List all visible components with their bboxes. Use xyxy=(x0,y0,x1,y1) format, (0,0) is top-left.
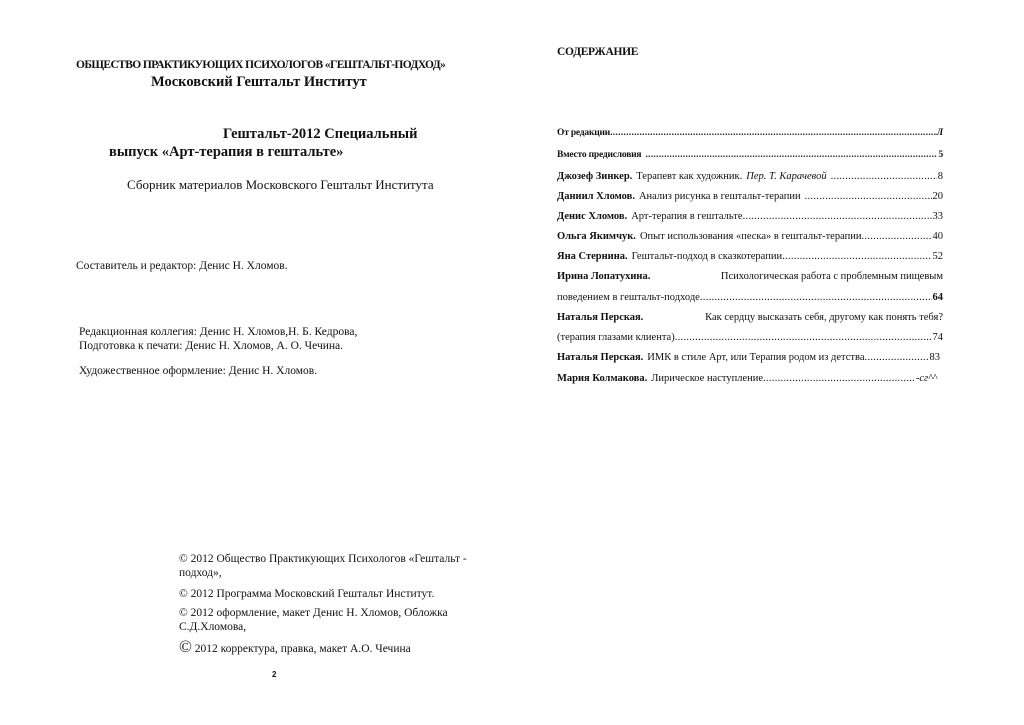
copyright-1-text-cont: подход», xyxy=(179,567,222,579)
toc-entry-page: 83 xyxy=(929,352,940,363)
toc-leader-dots xyxy=(763,372,915,385)
toc-entry-author: От редакции xyxy=(557,128,611,138)
toc-leader-dots xyxy=(831,170,937,183)
toc-entry-author: Ирина Лопатухина. xyxy=(557,271,651,282)
toc-entry-cont[interactable] xyxy=(557,291,943,304)
copyright-line-3 xyxy=(179,606,448,634)
toc-entry-author: Джозеф Зинкер. xyxy=(557,171,633,182)
toc-heading: СОДЕРЖАНИЕ xyxy=(557,46,639,58)
toc-entry-author: Даниил Хломов. xyxy=(557,191,635,202)
toc-entry-author: Яна Стернина. xyxy=(557,251,628,262)
copyright-1-text: © 2012 Общество Практикующих Психологов «Гештальт - xyxy=(179,553,467,565)
art-design-credit: Художественное оформление: Денис Н. Хломов. xyxy=(79,365,318,377)
editorial-board-credit: Редакционная коллегия: Денис Н. Хломов,Н. Б. Кедрова, xyxy=(79,326,358,338)
toc-entry-translator: Пер. Т. Карачевой xyxy=(746,171,827,182)
toc-entry-author: Мария Колмакова. xyxy=(557,373,648,384)
compiler-credit: Составитель и редактор: Денис Н. Хломов. xyxy=(76,260,288,272)
toc-leader-dots xyxy=(743,210,932,223)
toc-entry-page: -сг^^ xyxy=(915,373,937,384)
organization-name: ОБЩЕСТВО ПРАКТИКУЮЩИХ ПСИХОЛОГОВ «ГЕШТАЛЬТ-ПОДХОД» xyxy=(76,59,446,71)
toc-entry-author: Денис Хломов. xyxy=(557,211,628,222)
toc-entry[interactable] xyxy=(557,351,940,364)
toc-entry-page: Л xyxy=(936,128,943,138)
toc-leader-dots xyxy=(645,149,937,162)
toc-entry-title: Гештальт-подход в сказкотерапии xyxy=(631,251,783,262)
toc-entry-author: Наталья Перская. xyxy=(557,312,644,323)
toc-entry[interactable] xyxy=(557,127,943,140)
toc-leader-dots xyxy=(782,250,931,263)
copyright-3-text-cont: С.Д.Хломова, xyxy=(179,621,247,633)
toc-entry-cont[interactable] xyxy=(557,331,943,344)
toc-leader-dots xyxy=(700,291,932,304)
toc-leader-dots xyxy=(675,331,932,344)
copyright-4-text: 2012 корректура, правка, макет А.О. Чечина xyxy=(194,643,411,655)
toc-entry-title: Как сердцу высказать себя, другому как понять тебя? xyxy=(705,312,943,323)
toc-leader-dots xyxy=(805,190,932,203)
toc-entry-page: 8 xyxy=(937,171,943,182)
copyright-line-2: © 2012 Программа Московский Гештальт Институт. xyxy=(179,588,435,600)
copyright-3-text: © 2012 оформление, макет Денис Н. Хломов, Обложка xyxy=(179,607,448,619)
toc-entry-title-cont: (терапия глазами клиента) xyxy=(557,332,675,343)
toc-entry-title: Опыт использования «песка» в гештальт-терапии xyxy=(639,231,862,242)
institute-name: Московский Гештальт Институт xyxy=(151,74,367,90)
publication-title-line1: Гештальт-2012 Специальный xyxy=(223,126,418,142)
toc-entry[interactable] xyxy=(557,149,943,162)
toc-entry-page: 52 xyxy=(932,251,943,262)
copyright-symbol: © xyxy=(179,637,192,656)
toc-leader-dots xyxy=(861,230,931,243)
copyright-line-4 xyxy=(179,637,411,656)
toc-entry-title: Психологическая работа с проблемным пищевым xyxy=(720,271,943,282)
toc-entry-title: ИМК в стиле Арт, или Терапия родом из детства xyxy=(647,352,865,363)
toc-entry-page: 20 xyxy=(932,191,943,202)
toc-entry-title: Арт-терапия в гештальте xyxy=(631,211,743,222)
toc-entry[interactable] xyxy=(557,311,943,324)
toc-entry-page: 33 xyxy=(932,211,943,222)
toc-entry-page: 40 xyxy=(932,231,943,242)
prepress-credit: Подготовка к печати: Денис Н. Хломов, А. О. Чечина. xyxy=(79,340,344,352)
toc-entry[interactable] xyxy=(557,170,943,183)
page-number: 2 xyxy=(272,670,277,679)
toc-entry-author: Наталья Перская. xyxy=(557,352,644,363)
toc-entry[interactable] xyxy=(557,210,943,223)
toc-entry[interactable] xyxy=(557,230,943,243)
toc-entry-page: 74 xyxy=(932,332,943,343)
toc-entry[interactable] xyxy=(557,270,943,283)
toc-leader-dots xyxy=(610,127,936,140)
publication-subtitle: Сборник материалов Московского Гештальт Института xyxy=(127,177,434,192)
toc-entry-author: Вместо предисловия xyxy=(557,150,642,160)
copyright-line-1 xyxy=(179,552,467,580)
toc-leader-dots xyxy=(865,351,929,364)
publication-title-line2: выпуск «Арт-терапия в гештальте» xyxy=(109,144,344,160)
toc-entry-title: Анализ рисунка в гештальт-терапии xyxy=(638,191,801,202)
toc-entry[interactable] xyxy=(557,372,937,385)
toc-entry[interactable] xyxy=(557,190,943,203)
toc-entry-page: 64 xyxy=(932,292,943,303)
toc-entry-page: 5 xyxy=(938,150,943,160)
toc-entry[interactable] xyxy=(557,250,943,263)
toc-entry-title-cont: поведением в гештальт-подходе xyxy=(557,292,700,303)
toc-entry-author: Ольга Якимчук. xyxy=(557,231,636,242)
toc-entry-title: Терапевт как художник. xyxy=(636,171,743,182)
toc-entry-title: Лирическое наступление xyxy=(651,373,763,384)
